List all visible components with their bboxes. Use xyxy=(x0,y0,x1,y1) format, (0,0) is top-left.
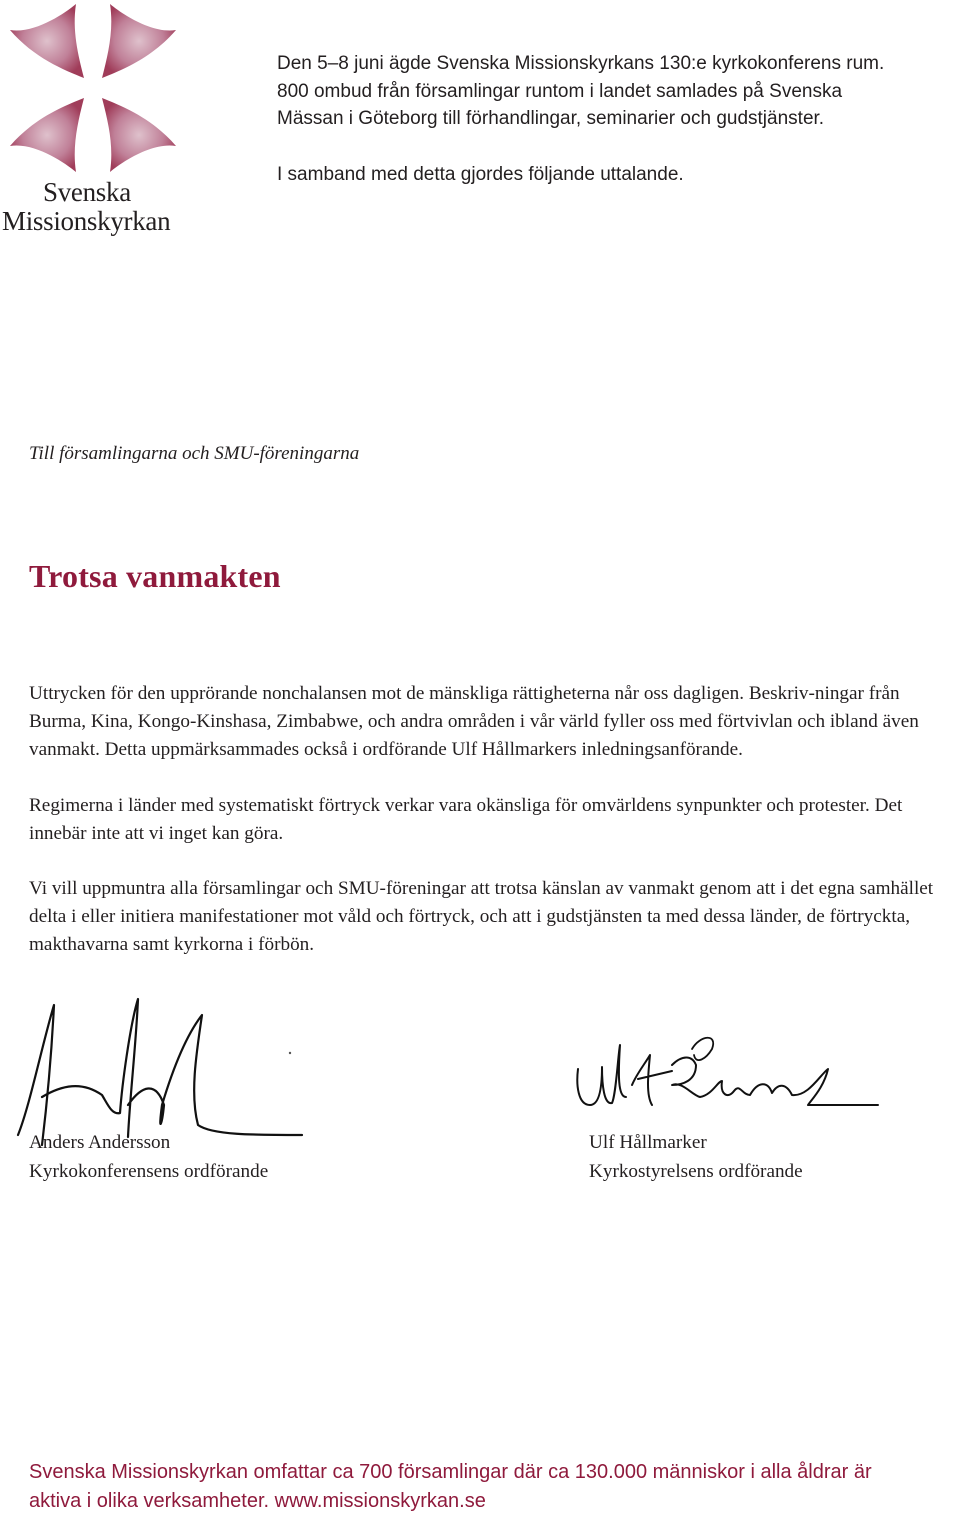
body-paragraph: Regimerna i länder med systematiskt förtryck verkar vara okänsliga för omvärldens synpunkter och protester. Det innebär inte att vi inget kan göra. xyxy=(29,794,903,844)
recipient-line: Till församlingarna och SMU-föreningarna xyxy=(29,443,360,464)
organization-logo xyxy=(0,0,190,240)
signer-role: Kyrkostyrelsens ordförande xyxy=(589,1160,803,1182)
intro-line: Den 5–8 juni ägde Svenska Missionskyrkans 130:e kyrkokonferens rum. xyxy=(277,53,885,74)
intro-line: Mässan i Göteborg till förhandlingar, seminarier och gudstjänster. xyxy=(277,108,825,129)
logo-name-line1: Svenska xyxy=(43,177,131,207)
signer-role: Kyrkokonferensens ordförande xyxy=(29,1160,269,1182)
signer-name: Ulf Hållmarker xyxy=(589,1132,707,1153)
document-title: Trotsa vanmakten xyxy=(29,558,281,594)
signer-block-right xyxy=(589,1129,803,1186)
footer-text xyxy=(29,1458,949,1515)
signature-ulf-hallmarker xyxy=(572,1025,882,1135)
body-paragraph: Vi vill uppmuntra alla församlingar och SMU-föreningar att trotsa känslan av vanmakt genom att i det egna samhället delta i eller initiera manifestationer mot våld och förtryck, och att i gudstjänsten ta med dessa länder, de förtryckta, makthavarna samt kyrkorna i förbön. xyxy=(29,878,934,956)
signer-name: Anders Andersson xyxy=(29,1132,171,1153)
intro-note: I samband med detta gjordes följande uttalande. xyxy=(277,163,684,185)
footer-line: aktiva i olika verksamheter. www.missionskyrkan.se xyxy=(29,1489,486,1512)
letter-body xyxy=(29,680,959,987)
body-paragraph: Uttrycken för den upprörande nonchalansen mot de mänskliga rättigheterna når oss dagligen. Beskriv-ningar från Burma, Kina, Kongo-Kinshasa, Zimbabwe, och andra områden i vår värld fyller oss med förtvivlan och ibland även vanmakt. Detta uppmärksammades också i ordförande Ulf Hållmarkers inledningsanförande. xyxy=(29,683,919,761)
intro-line: 800 ombud från församlingar runtom i landet samlades på Svenska xyxy=(277,80,843,102)
footer-line: Svenska Missionskyrkan omfattar ca 700 församlingar där ca 130.000 människor i alla åldrar är xyxy=(29,1461,872,1483)
signer-block-left xyxy=(29,1129,268,1186)
intro-block xyxy=(277,50,947,188)
logo-name-line2: Missionskyrkan xyxy=(2,206,171,236)
cross-icon xyxy=(4,0,184,180)
